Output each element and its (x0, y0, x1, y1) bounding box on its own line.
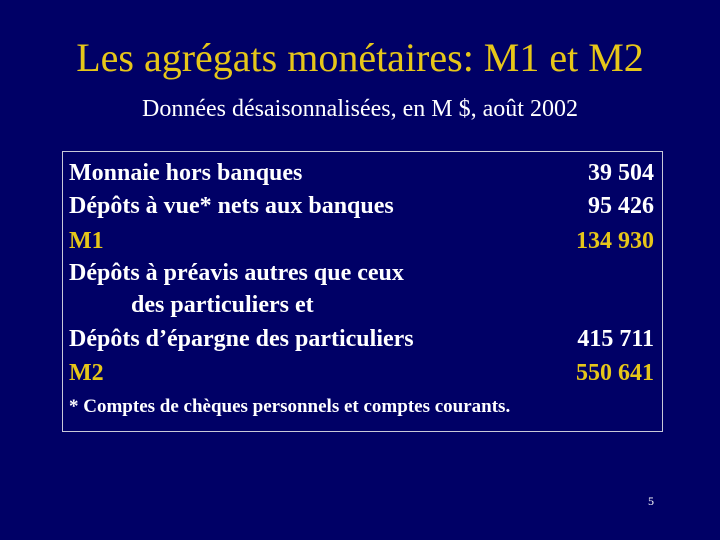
row-label: Monnaie hors banques (69, 160, 303, 186)
page-number: 5 (648, 494, 654, 508)
slide-subtitle: Données désaisonnalisées, en M $, août 2002 (142, 96, 578, 122)
row-label: Dépôts à préavis autres que ceux (69, 260, 404, 286)
row-value: 550 641 (576, 360, 654, 386)
row-label: des particuliers et (131, 292, 314, 318)
row-value: 415 711 (577, 326, 654, 352)
row-value: 95 426 (588, 193, 654, 219)
row-label: M1 (69, 228, 104, 254)
slide-title: Les agrégats monétaires: M1 et M2 (76, 35, 644, 80)
row-value: 134 930 (576, 228, 654, 254)
row-label: M2 (69, 360, 104, 386)
aggregates-table (62, 151, 663, 432)
footnote: * Comptes de chèques personnels et comptes courants. (69, 396, 511, 417)
row-label: Dépôts d’épargne des particuliers (69, 326, 414, 352)
row-value: 39 504 (588, 160, 654, 186)
row-label: Dépôts à vue* nets aux banques (69, 193, 394, 219)
